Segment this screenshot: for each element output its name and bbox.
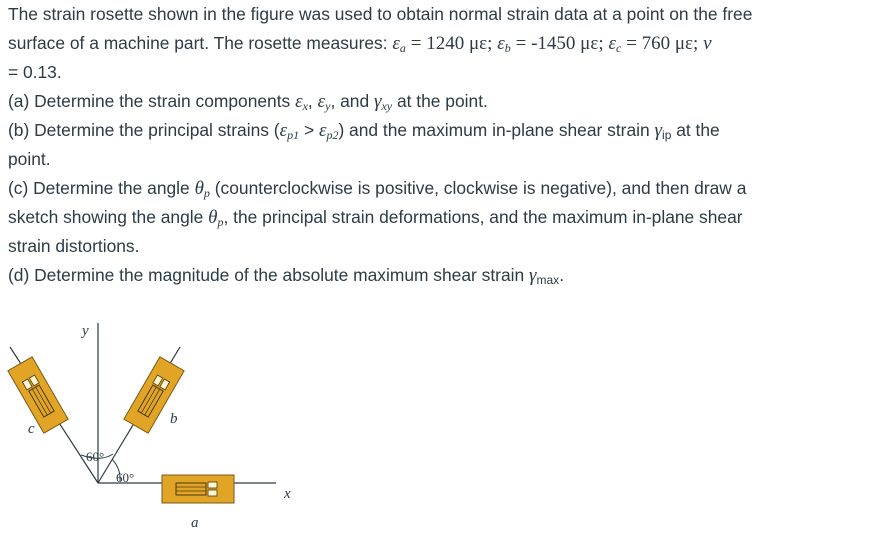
part-c: (c) Determine the angle $\theta_p$ (counterclockwise is positive, clockwise is negative), and then draw a — [8, 178, 747, 200]
upper-angle-label: 60° — [86, 449, 105, 464]
gauge-b-label: b — [170, 411, 178, 427]
part-a: (a) Determine the strain components $\varepsilon_x$, $\varepsilon_y$, and $\gamma_{xy}$ at the point. — [8, 91, 488, 113]
strain-rosette-figure — [0, 305, 320, 536]
poisson-symbol: ν — [703, 33, 712, 54]
strain-c-value: = 760 με; — [626, 33, 699, 54]
gauge-a — [162, 475, 234, 503]
gauge-c-label: c — [28, 421, 35, 437]
x-axis-label: x — [284, 486, 291, 502]
part-c-line-3: strain distortions. — [8, 236, 140, 256]
part-d: (d) Determine the magnitude of the absolute maximum shear strain $\gamma_{max}$. — [8, 265, 565, 287]
intro-line-3: = 0.13. — [8, 62, 62, 82]
gauge-a-label: a — [191, 515, 199, 531]
strain-b-value: = -1450 με; — [515, 33, 604, 54]
part-b: (b) Determine the principal strains $(\varepsilon_{p1} > \varepsilon_{p2})$ and the maximum in-plane shear strain $\gamma_{ip}$ at the — [8, 120, 720, 142]
part-c-line-2: sketch showing the angle $\theta_p$, the principal strain deformations, and the maximum in-plane shear — [8, 207, 743, 229]
intro-line-2: surface of a machine part. The rosette measures: $\varepsilon_a = 1240$ με; $\varepsilon_b = -1450$ με; $\varepsilon_c = 760$ με; ν — [8, 33, 712, 55]
y-axis-label: y — [82, 323, 89, 339]
part-b-cont: point. — [8, 149, 51, 169]
lower-angle-label: 60° — [116, 470, 135, 485]
strain-a-value: = 1240 με; — [410, 33, 493, 54]
problem-statement — [8, 0, 863, 290]
gauge-c — [8, 357, 68, 433]
intro-line-1: The strain rosette shown in the figure was used to obtain normal strain data at a point on the free — [8, 4, 753, 24]
